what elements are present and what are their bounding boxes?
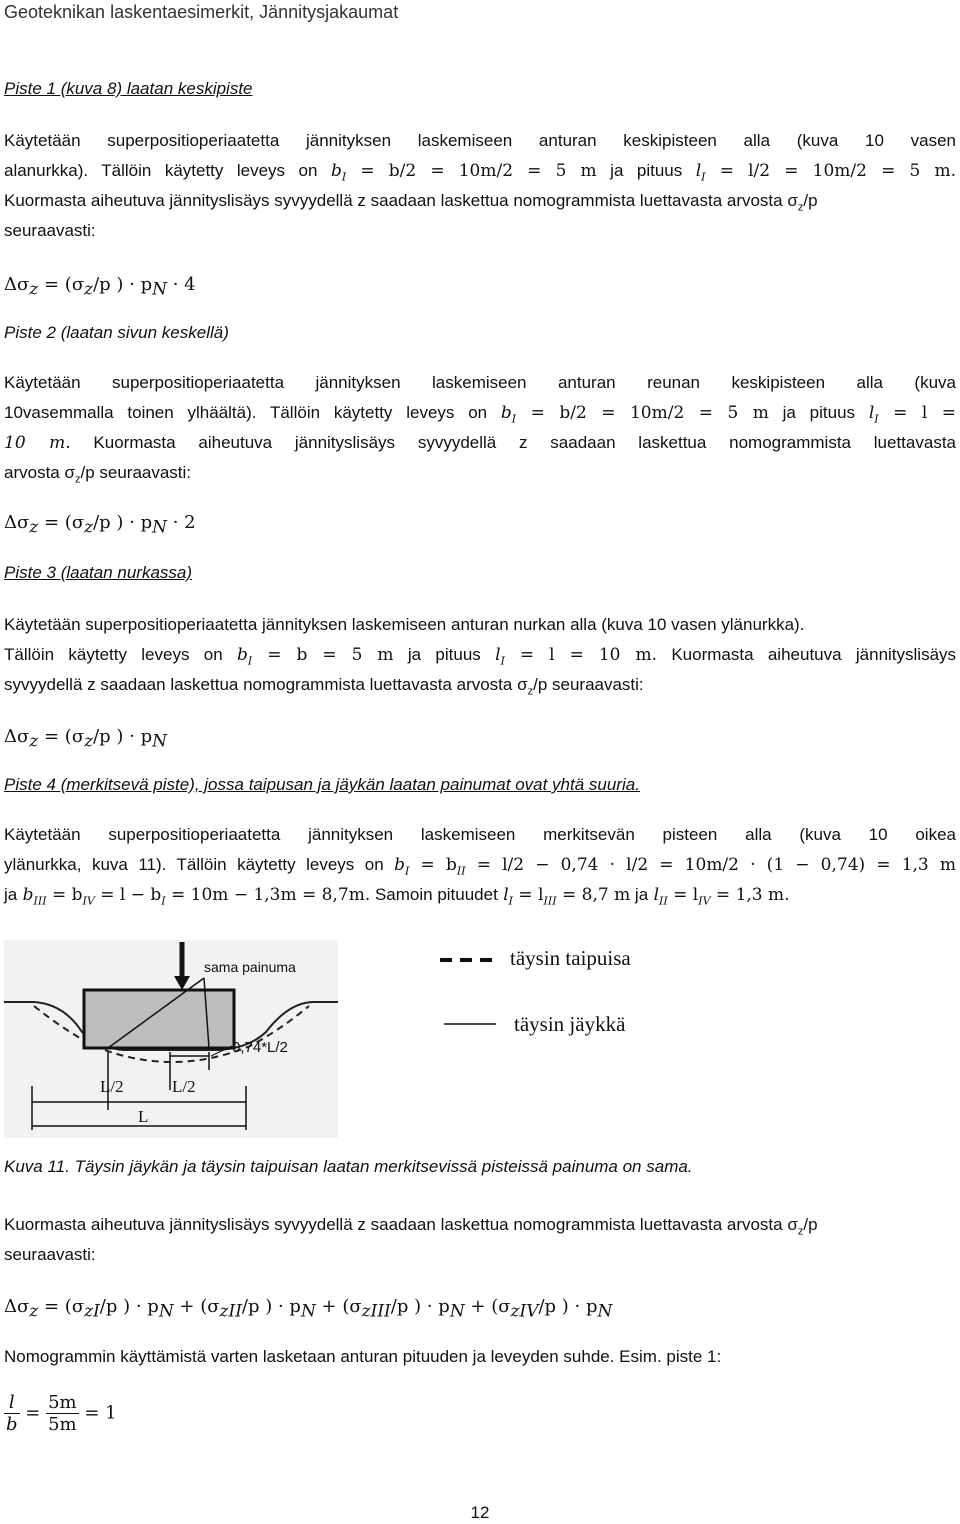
piste3-line1: Käytetään superpositioperiaatetta jännityksen laskemiseen anturan nurkan alla (kuva 10 vasen ylänurkka). [4, 615, 805, 634]
label-l2-left: L/2 [100, 1077, 124, 1096]
math-l-I: $l_I = l$ = [868, 403, 956, 426]
piste2-formula: $\Delta\sigma_z = (\sigma_z/p$ ) · $p_N \cdot 2$ [4, 512, 196, 538]
piste4-line1: Käytetään superpositioperiaatetta jännityksen laskemiseen merkitsevän pisteen alla (kuva 10 oikea [4, 825, 956, 844]
piste2-line1: Käytetään superpositioperiaatetta jännityksen laskemiseen anturan reunan keskipisteen alla (kuva [4, 373, 956, 392]
piste3-heading: Piste 3 (laatan nurkassa) [4, 563, 193, 582]
figure-11-diagram [4, 940, 338, 1138]
legend-label-flexible: täysin taipuisa [510, 946, 631, 970]
fraction-l-over-b: $\frac{l}{b}$ [6, 1392, 18, 1435]
label-L: L [138, 1107, 149, 1126]
piste4-heading: Piste 4 (merkitsevä piste), jossa taipusan ja jäykän laatan painumat ovat yhtä suuria. [4, 775, 640, 794]
after-line2: seuraavasti: [4, 1245, 96, 1264]
piste3-formula: $\Delta\sigma_z = (\sigma_z/p$ ) · $p_N$ [4, 726, 167, 752]
page-number: 12 [470, 1503, 490, 1522]
figure-legend [430, 940, 690, 1050]
ratio-formula: $\frac{l}{b}$ = $\frac{5m}{5m}$ = 1 [6, 1392, 117, 1435]
piste1-formula: $\Delta\sigma_z = (\sigma_z/p$ ) · $p_N \cdot 4$ [4, 274, 196, 300]
after-formula: $\Delta\sigma_z = (\sigma_{zI}/p$ ) · $p_N + (\sigma_{zII}/p$ ) · $p_N + (\sigma_{zIII}/p$ ) · $p_N + (\sigma_{zIV}/p$ ) · $p_N$ [4, 1296, 613, 1322]
piste1-line2: alanurkka). Tällöin käytetty leveys on $b_I = b/2 = 10m/2 = 5$ m ja pituus $l_I = l/2 = 10m/2 = 5$ m. [4, 161, 956, 184]
label-074-l2: 0,74*L/2 [232, 1039, 288, 1056]
piste1-heading: Piste 1 (kuva 8) laatan keskipiste [4, 79, 253, 98]
math-b-I-eq: $b_I = b_{II} = l/2 - 0,74 \cdot l/2 = 10m/2 \cdot (1 - 0,74) = 1,3$ m [394, 855, 957, 878]
running-header: Geoteknikan laskentaesimerkit, Jännitysjakaumat [4, 2, 399, 22]
math-b-I: $b_I = b = 5$ m [237, 645, 394, 668]
piste2-line2: 10vasemmalla toinen ylhäältä). Tällöin käytetty leveys on $b_I = b/2 = 10m/2 = 5$ m ja pituus $l_I = l$ = [4, 403, 956, 426]
piste4-line2: ylänurkka, kuva 11). Tällöin käytetty leveys on $b_I = b_{II} = l/2 - 0,74 \cdot l/2 = 10m/2 \cdot (1 - 0,74) = 1,3$ m [4, 855, 957, 878]
piste4-line3: ja $b_{III} = b_{IV} = l - b_I = 10m - 1,3m = 8,7m$. Samoin pituudet $l_I = l_{III} = 8,7$ m ja $l_{II} = l_{IV} = 1,3$ m. [4, 885, 790, 908]
piste1-line4: seuraavasti: [4, 221, 96, 240]
figure-caption: Kuva 11. Täysin jäykän ja täysin taipuisan laatan merkitsevissä pisteissä painuma on sama. [4, 1157, 693, 1176]
piste1-line1: Käytetään superpositioperiaatetta jännityksen laskemiseen anturan keskipisteen alla (kuva 10 vasen [4, 131, 956, 150]
label-sama-painuma: sama painuma [204, 959, 296, 975]
piste1-line3: Kuormasta aiheutuva jännityslisäys syvyydellä z saadaan laskettua nomogrammista luettavasta arvosta $\sigma_z/p$ [4, 191, 818, 214]
math-l-I: $l_I = l/2 = 10m/2 = 5$ m. [695, 161, 956, 184]
label-l2-right: L/2 [172, 1077, 196, 1096]
legend-label-rigid: täysin jäykkä [514, 1012, 626, 1036]
after-line1: Kuormasta aiheutuva jännityslisäys syvyydellä z saadaan laskettua nomogrammista luettavasta arvosta $\sigma_z/p$ [4, 1215, 818, 1238]
piste2-heading: Piste 2 (laatan sivun keskellä) [4, 323, 229, 342]
piste3-line3: syvyydellä z saadaan laskettua nomogrammista luettavasta arvosta $\sigma_z/p$ seuraavasti: [4, 675, 644, 698]
math-l-I: $l_I = l = 10$ m. [495, 645, 657, 668]
rigid-slab [84, 990, 234, 1048]
math-b-I: $b_I = b/2 = 10m/2 = 5$ m [330, 161, 597, 184]
fraction-5m-over-5m: $\frac{5m}{5m}$ [48, 1392, 77, 1435]
after-line3: Nomogrammin käyttämistä varten lasketaan anturan pituuden ja leveyden suhde. Esim. piste 1: [4, 1347, 722, 1366]
piste2-line4: arvosta $\sigma_z/p$ seuraavasti: [4, 463, 192, 486]
math-b-I: $b_I = b/2 = 10m/2 = 5$ m [500, 403, 769, 426]
legend-lines [430, 940, 510, 1050]
piste3-line2: Tällöin käytetty leveys on $b_I = b = 5$ m ja pituus $l_I = l = 10$ m. Kuormasta aiheutuva jännityslisäys [4, 645, 957, 668]
piste2-line3: 10 m. Kuormasta aiheutuva jännityslisäys syvyydellä z saadaan laskettua nomogrammista luettavasta [4, 433, 956, 453]
